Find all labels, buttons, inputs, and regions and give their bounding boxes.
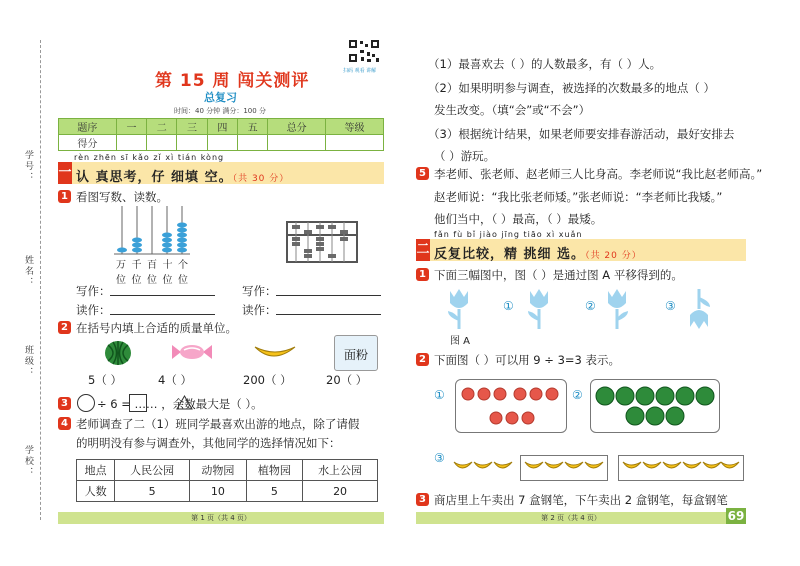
- question-number: 3: [416, 493, 429, 506]
- tulip-figure-a: [444, 287, 474, 335]
- sub-question-3a: （3）根据统计结果，如果老师要安排春游活动，最好安排去: [428, 127, 735, 141]
- margin-label-name: 姓名：: [23, 255, 33, 288]
- score-header: 一: [116, 119, 146, 135]
- question-text: 在括号内填上合适的质量单位。: [76, 321, 237, 335]
- section1-title: 认 真思考，仔 细填 空。（共 30 分）: [76, 170, 290, 185]
- read-label-1: 读作：: [76, 303, 111, 317]
- time-info: 时间：40 分钟 满分：100 分: [174, 107, 266, 115]
- table-header: 植物园: [246, 460, 303, 481]
- question-number: 5: [416, 167, 429, 180]
- abacus-label: 十位: [162, 260, 173, 286]
- score-header: 五: [237, 119, 267, 135]
- table-header: 人民公园: [115, 460, 190, 481]
- question-text: 下面三幅图中，图（ ）是通过图 A 平移得到的。: [434, 268, 683, 282]
- abacus-label: 万位: [116, 260, 126, 286]
- abacus-label: 千位: [131, 260, 142, 286]
- tulip-option-3[interactable]: [684, 287, 714, 335]
- table-row-label: 人数: [77, 481, 115, 502]
- abacus-figure: [286, 221, 358, 263]
- option-label[interactable]: ①: [503, 299, 514, 313]
- section1-number: 一: [58, 162, 72, 184]
- question-number: 1: [58, 190, 71, 203]
- read-label-2: 读作：: [242, 303, 277, 317]
- square-blank[interactable]: [129, 394, 147, 412]
- score-cell[interactable]: [147, 135, 177, 151]
- qr-code-icon[interactable]: [345, 38, 383, 66]
- score-row-label: 得分: [59, 135, 117, 151]
- tulip-option-2[interactable]: [602, 287, 632, 335]
- margin-label-school: 学校：: [23, 445, 33, 478]
- banana-icon: [253, 343, 297, 367]
- score-header: 三: [177, 119, 207, 135]
- write-answer-1[interactable]: [110, 295, 215, 296]
- question-text-line1: 老师调查了二（1）班同学最喜欢出游的地点，除了请假: [76, 417, 360, 431]
- sub-question-2a: （2）如果明明参与调查，被选择的次数最多的地点（ ）: [428, 81, 715, 95]
- table-header: 动物园: [190, 460, 247, 481]
- table-header: 地点: [77, 460, 115, 481]
- table-cell: 5: [246, 481, 303, 502]
- option-label[interactable]: ③: [665, 299, 676, 313]
- watermelon-option-2[interactable]: [590, 379, 720, 433]
- question-number: 3: [58, 397, 71, 410]
- question-number: 4: [58, 417, 71, 430]
- table-cell: 10: [190, 481, 247, 502]
- abacus-label: 个位: [178, 260, 188, 286]
- question-text: 商店里上午卖出 7 盒钢笔，下午卖出 2 盒钢笔，每盒钢笔: [434, 493, 728, 507]
- tulip-option-1[interactable]: [524, 287, 554, 335]
- q5-line3: 他们当中，（ ）最高，（ ）最矮。: [434, 212, 603, 226]
- cake-option-1[interactable]: [455, 379, 567, 433]
- score-header: 等级: [326, 119, 384, 135]
- read-answer-1[interactable]: [110, 314, 215, 315]
- score-cell[interactable]: [268, 135, 326, 151]
- score-header: 二: [147, 119, 177, 135]
- option-label[interactable]: ②: [572, 388, 583, 402]
- figure-a-label: 图 A: [450, 336, 471, 347]
- page-number: 69: [727, 509, 745, 523]
- score-header: 题序: [59, 119, 117, 135]
- score-cell[interactable]: [116, 135, 146, 151]
- circle-blank[interactable]: [77, 394, 95, 412]
- sub-question-3b: （ ）游玩。: [434, 149, 496, 163]
- banana-group-1[interactable]: [452, 457, 516, 479]
- table-header: 水上公园: [303, 460, 378, 481]
- unit-answer-4[interactable]: 20（ ）: [326, 373, 368, 387]
- score-cell[interactable]: [326, 135, 384, 151]
- margin-label-id: 学号：: [23, 150, 33, 183]
- read-answer-2[interactable]: [276, 314, 381, 315]
- option-label[interactable]: ②: [585, 299, 596, 313]
- question-text: 下面图（ ）可以用 9 ÷ 3=3 表示。: [434, 353, 620, 367]
- qr-caption: 扫码 观看 讲解: [343, 68, 377, 74]
- page-title: 第 15 周 闯关测评: [155, 71, 310, 91]
- score-cell[interactable]: [237, 135, 267, 151]
- survey-table: [76, 459, 378, 502]
- section2-pinyin: fǎn fù bǐ jiào jīng tiāo xì xuǎn: [434, 230, 583, 239]
- question-number: 1: [416, 268, 429, 281]
- score-header: 四: [207, 119, 237, 135]
- score-table: [58, 118, 384, 151]
- table-cell: 5: [115, 481, 190, 502]
- footer-right: 第 2 页（共 4 页）: [416, 512, 726, 524]
- banana-group-3[interactable]: [618, 455, 744, 481]
- sub-question-1: （1）最喜欢去（ ）的人数最多，有（ ）人。: [428, 57, 662, 71]
- triangle-blank[interactable]: [176, 395, 193, 414]
- question-number: 2: [58, 321, 71, 334]
- section2-number: 二: [416, 239, 430, 261]
- sub-question-2b: 发生改变。（填“会”或“不会”）: [434, 103, 591, 117]
- binding-line: [40, 40, 41, 520]
- question-number: 2: [416, 353, 429, 366]
- option-label[interactable]: ①: [434, 388, 445, 402]
- write-label-2: 写作：: [242, 284, 277, 298]
- q5-line2: 赵老师说：“我比张老师矮。”张老师说：“李老师比我矮。”: [434, 190, 723, 204]
- score-cell[interactable]: [177, 135, 207, 151]
- candy-icon: [172, 342, 212, 366]
- option-label[interactable]: ③: [434, 451, 445, 465]
- section2-title: 反复比较，精 挑细 选。（共 20 分）: [434, 247, 642, 262]
- margin-label-class: 班级：: [23, 345, 33, 378]
- score-header: 总分: [268, 119, 326, 135]
- flour-bag-icon: [334, 335, 378, 371]
- page-subtitle: 总复习: [204, 91, 237, 104]
- q5-line1: 李老师、张老师、赵老师三人比身高。李老师说“我比赵老师高。”: [434, 167, 763, 181]
- unit-answer-3[interactable]: 200（ ）: [243, 373, 292, 387]
- score-cell[interactable]: [207, 135, 237, 151]
- question-text-line2: 的明明没有参与调查外，其他同学的选择情况如下：: [76, 436, 341, 450]
- footer-left: 第 1 页（共 4 页）: [58, 512, 384, 524]
- question-text: 看图写数、读数。: [76, 190, 168, 204]
- unit-answer-2[interactable]: 4（ ）: [158, 373, 192, 387]
- banana-group-2[interactable]: [520, 455, 608, 481]
- section1-pinyin: rèn zhēn sī kǎo zǐ xì tián kòng: [74, 153, 225, 162]
- question-text: ÷ 6 = …… ，余数最大是（ ）。: [97, 397, 263, 411]
- watermelon-icon: [103, 339, 133, 371]
- counting-rods-figure: [114, 204, 190, 286]
- flour-label: 面粉: [343, 348, 368, 362]
- abacus-label: 百位: [147, 260, 157, 286]
- table-cell: 20: [303, 481, 378, 502]
- unit-answer-1[interactable]: 5（ ）: [88, 373, 122, 387]
- write-answer-2[interactable]: [276, 295, 381, 296]
- write-label-1: 写作：: [76, 284, 111, 298]
